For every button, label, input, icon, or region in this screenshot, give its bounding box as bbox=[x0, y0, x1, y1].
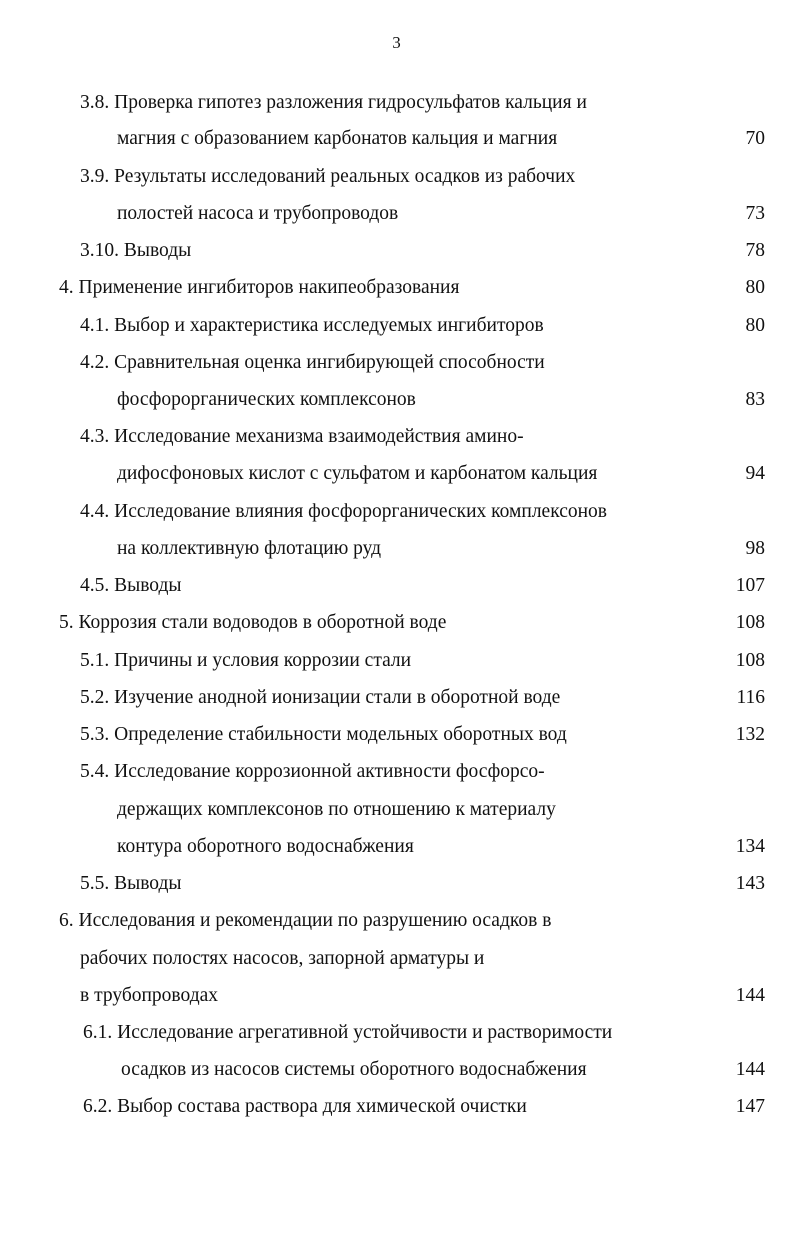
toc-line: 6. Исследования и рекомендации по разрушению осадков в bbox=[59, 910, 552, 931]
toc-line: магния с образованием карбонатов кальция и магния bbox=[117, 128, 558, 149]
toc-line: 3.10. Выводы bbox=[80, 240, 192, 261]
toc-page-number: 83 bbox=[745, 389, 765, 410]
toc-line: 5.5. Выводы bbox=[80, 873, 182, 894]
toc-line: осадков из насосов системы оборотного водоснабжения bbox=[121, 1059, 587, 1080]
toc-line: 4. Применение ингибиторов накипеобразования bbox=[59, 277, 460, 298]
toc-page-number: 94 bbox=[745, 463, 765, 484]
toc-line: держащих комплексонов по отношению к материалу bbox=[117, 799, 556, 820]
toc-line: 6.1. Исследование агрегативной устойчивости и растворимости bbox=[83, 1022, 613, 1043]
toc-line: 3.8. Проверка гипотез разложения гидросульфатов кальция и bbox=[80, 92, 587, 113]
toc-line: 4.3. Исследование механизма взаимодействия амино- bbox=[80, 426, 524, 447]
toc-line: рабочих полостях насосов, запорной арматуры и bbox=[80, 948, 485, 969]
toc-line: 4.4. Исследование влияния фосфорорганических комплексонов bbox=[80, 501, 607, 522]
toc-line: 5. Коррозия стали водоводов в оборотной воде bbox=[59, 612, 447, 633]
toc-page-number: 116 bbox=[736, 687, 765, 708]
toc-line: контура оборотного водоснабжения bbox=[117, 836, 414, 857]
toc-page-number: 70 bbox=[745, 128, 765, 149]
toc-line: фосфорорганических комплексонов bbox=[117, 389, 416, 410]
toc-page-number: 144 bbox=[735, 985, 765, 1006]
toc-page-number: 143 bbox=[735, 873, 765, 894]
toc-line: 5.2. Изучение анодной ионизации стали в оборотной воде bbox=[80, 687, 561, 708]
toc-page-number: 108 bbox=[735, 612, 765, 633]
toc-line: 5.3. Определение стабильности модельных оборотных вод bbox=[80, 724, 567, 745]
toc-page-number: 134 bbox=[735, 836, 765, 857]
page-number: 3 bbox=[392, 33, 401, 52]
toc-page-number: 147 bbox=[735, 1096, 765, 1117]
toc-line: 5.1. Причины и условия коррозии стали bbox=[80, 650, 412, 671]
toc-page-number: 78 bbox=[745, 240, 765, 261]
toc-line: 4.1. Выбор и характеристика исследуемых ингибиторов bbox=[80, 315, 544, 336]
toc-line: 6.2. Выбор состава раствора для химической очистки bbox=[83, 1096, 527, 1117]
toc-page-number: 108 bbox=[735, 650, 765, 671]
toc-page-number: 132 bbox=[735, 724, 765, 745]
toc-line: дифосфоновых кислот с сульфатом и карбонатом кальция bbox=[117, 463, 598, 484]
toc-line: полостей насоса и трубопроводов bbox=[117, 203, 399, 224]
toc-page-number: 73 bbox=[745, 203, 765, 224]
toc-page-number: 80 bbox=[745, 277, 765, 298]
toc-page-number: 144 bbox=[735, 1059, 765, 1080]
toc-page-number: 107 bbox=[735, 575, 765, 596]
toc-line: 5.4. Исследование коррозионной активности фосфорсо- bbox=[80, 761, 545, 782]
toc-line: 3.9. Результаты исследований реальных осадков из рабочих bbox=[80, 166, 576, 187]
toc-line: на коллективную флотацию руд bbox=[117, 538, 382, 559]
toc-line: в трубопроводах bbox=[80, 985, 219, 1006]
toc-page-number: 80 bbox=[745, 315, 765, 336]
toc-page-number: 98 bbox=[745, 538, 765, 559]
toc-line: 4.2. Сравнительная оценка ингибирующей способности bbox=[80, 352, 545, 373]
toc-line: 4.5. Выводы bbox=[80, 575, 182, 596]
